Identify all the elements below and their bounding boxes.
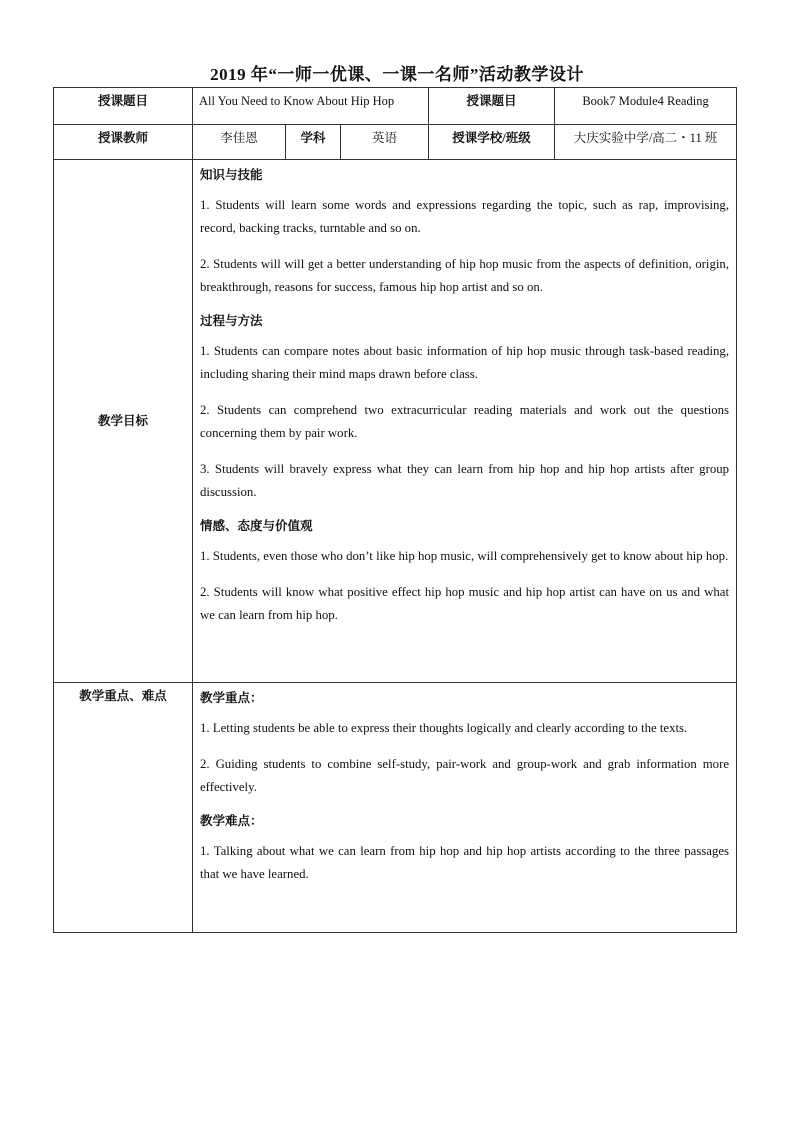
topic-label-2: 授课题目 — [429, 88, 555, 125]
school-label: 授课学校/班级 — [429, 125, 555, 160]
paragraph: 1. Talking about what we can learn from hip hop and hip hop artists according to the three passages that we have learned. — [200, 844, 730, 882]
topic-value-2: Book7 Module4 Reading — [555, 88, 737, 125]
paragraph: 2. Students can comprehend two extracurricular reading materials and work out the questions concerning them by pair work. — [200, 403, 730, 441]
school-value: 大庆实验中学/高二・11 班 — [555, 125, 737, 160]
page-title: 2019 年“一师一优课、一课一名师”活动教学设计 — [210, 65, 584, 84]
paragraph: 2. Students will will get a better understanding of hip hop music from the aspects of definition, origin, breakthrough, reasons for success, famous hip hop artist and so on. — [200, 257, 730, 295]
topic-label: 授课题目 — [54, 88, 193, 125]
paragraph: 1. Students will learn some words and expressions regarding the topic, such as rap, improvising, record, backing tracks, turntable and so on. — [200, 198, 730, 236]
subject-value: 英语 — [341, 125, 429, 160]
section-heading: 过程与方法 — [200, 314, 263, 329]
teacher-value: 李佳恩 — [193, 125, 286, 160]
paragraph: 2. Students will know what positive effect hip hop music and hip hop artist can have on us and what we can learn from hip hop. — [200, 585, 730, 623]
teacher-label: 授课教师 — [54, 125, 193, 160]
subject-label: 学科 — [286, 125, 341, 160]
section-heading: 情感、态度与价值观 — [200, 519, 313, 534]
objectives-content — [193, 160, 737, 683]
table-row — [54, 125, 737, 160]
paragraph: 3. Students will bravely express what they can learn from hip hop and hip hop artists after group discussion. — [200, 462, 730, 500]
section-heading: 教学重点： — [200, 691, 263, 705]
table-row — [54, 160, 737, 683]
section-heading: 知识与技能 — [200, 168, 263, 182]
section-heading: 教学难点： — [200, 814, 263, 829]
table-row — [54, 683, 737, 933]
focus-label: 教学重点、难点 — [54, 683, 193, 933]
objectives-label: 教学目标 — [54, 160, 193, 683]
lesson-plan-table — [53, 87, 737, 933]
table-row — [54, 88, 737, 125]
paragraph: 1. Students, even those who don’t like hip hop music, will comprehensively get to know about hip hop. — [200, 549, 729, 564]
paragraph: 1. Letting students be able to express their thoughts logically and clearly according to the texts. — [200, 721, 688, 736]
topic-value: All You Need to Know About Hip Hop — [193, 88, 429, 125]
paragraph: 2. Guiding students to combine self-study, pair-work and group-work and grab information more effectively. — [200, 757, 730, 795]
focus-content — [193, 683, 737, 933]
paragraph: 1. Students can compare notes about basic information of hip hop music through task-based reading, including sharing their mind maps drawn before class. — [200, 344, 730, 382]
